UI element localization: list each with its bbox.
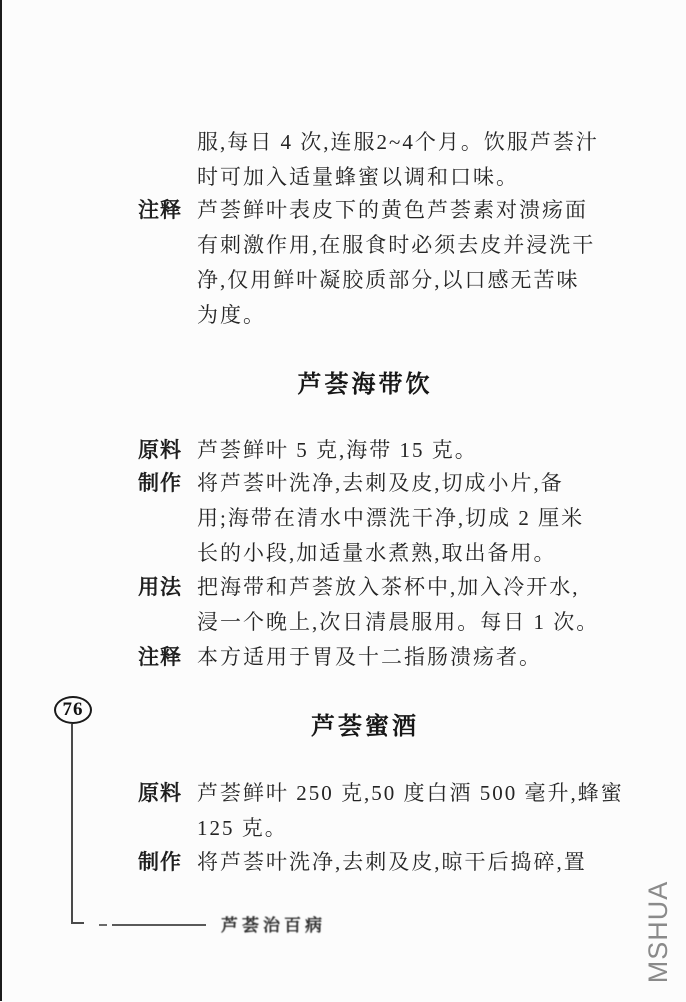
paragraph-lines bbox=[197, 125, 606, 195]
preparation-lines bbox=[197, 466, 606, 571]
book-title-footer: 芦荟治百病 bbox=[221, 916, 326, 935]
text-line: 有刺激作用,在服食时必须去皮并浸洗干 bbox=[197, 233, 596, 257]
usage-section bbox=[0, 570, 686, 640]
ingredients-lines bbox=[197, 776, 624, 846]
preparation-lines bbox=[197, 845, 606, 880]
ingredients-label: 原料 bbox=[138, 781, 182, 805]
ingredients-section bbox=[0, 776, 686, 846]
page-number-badge: 76 bbox=[54, 696, 92, 724]
watermark-text: MSHUA bbox=[643, 880, 673, 984]
text-line: 为度。 bbox=[197, 303, 266, 327]
ingredients-lines bbox=[197, 433, 606, 468]
preparation-label: 制作 bbox=[138, 471, 182, 495]
text-line: 本方适用于胃及十二指肠溃疡者。 bbox=[197, 645, 542, 669]
preparation-section bbox=[0, 466, 686, 571]
note-label: 注释 bbox=[138, 645, 182, 669]
preparation-section bbox=[0, 845, 686, 880]
text-line: 净,仅用鲜叶凝胶质部分,以口感无苦味 bbox=[197, 268, 580, 292]
note-lines bbox=[197, 193, 606, 333]
text-line: 用;海带在清水中漂洗干净,切成 2 厘米 bbox=[197, 506, 585, 530]
text-line: 时可加入适量蜂蜜以调和口味。 bbox=[197, 165, 519, 189]
paragraph-continuation bbox=[0, 125, 686, 195]
note-label: 注释 bbox=[138, 198, 182, 222]
margin-line-foot bbox=[71, 922, 84, 924]
text-line: 芦荟鲜叶 250 克,50 度白酒 500 毫升,蜂蜜 bbox=[197, 781, 624, 805]
note-section bbox=[0, 640, 686, 675]
text-line: 把海带和芦荟放入茶杯中,加入冷开水, bbox=[197, 575, 580, 599]
text-line: 将芦荟叶洗净,去刺及皮,晾干后捣碎,置 bbox=[197, 850, 587, 874]
preparation-label: 制作 bbox=[138, 850, 182, 874]
text-line: 芦荟鲜叶 5 克,海带 15 克。 bbox=[197, 438, 478, 462]
ingredients-section bbox=[0, 433, 686, 468]
text-line: 长的小段,加适量水煮熟,取出备用。 bbox=[197, 541, 557, 565]
note-section bbox=[0, 193, 686, 333]
footer-rule bbox=[112, 924, 206, 926]
note-lines bbox=[197, 640, 606, 675]
usage-label: 用法 bbox=[138, 575, 182, 599]
usage-lines bbox=[197, 570, 606, 640]
ingredients-label: 原料 bbox=[138, 438, 182, 462]
text-line: 浸一个晚上,次日清晨服用。每日 1 次。 bbox=[197, 610, 600, 634]
footer-dash bbox=[99, 924, 107, 926]
text-line: 芦荟鲜叶表皮下的黄色芦荟素对溃疡面 bbox=[197, 198, 588, 222]
text-line: 将芦荟叶洗净,去刺及皮,切成小片,备 bbox=[197, 471, 564, 495]
margin-vertical-line bbox=[71, 724, 73, 924]
text-line: 125 克。 bbox=[197, 816, 288, 840]
recipe-title-aloe-kelp-drink: 芦荟海带饮 bbox=[297, 371, 433, 398]
recipe-title-aloe-honey-wine: 芦荟蜜酒 bbox=[311, 713, 419, 740]
text-line: 服,每日 4 次,连服2~4个月。饮服芦荟汁 bbox=[197, 130, 599, 154]
